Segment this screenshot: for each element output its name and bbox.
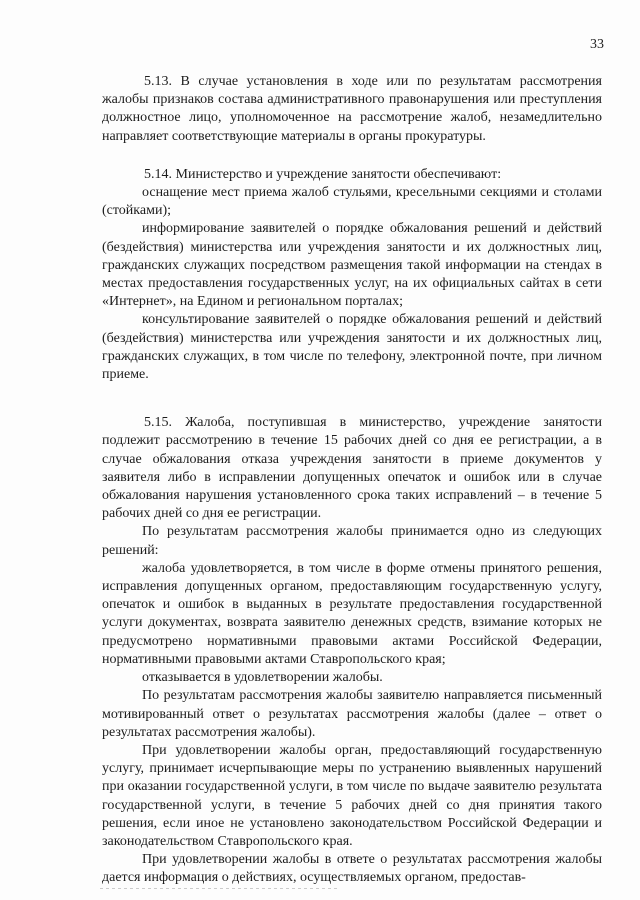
decisions-list — [102, 560, 602, 687]
list-item: жалоба удовлетворяется, в том числе в форме отмены принятого решения, исправления допущенных органом, предоставляющим государственную услугу, опечаток и ошибок в выданных в результате предоставления государственной услуги документах, возврата заявителю денежных средств, взимание которых не предусмотрено нормативными правовыми актами Российской Федерации, нормативными правовыми актами Ставропольского края; — [102, 560, 602, 667]
list-item: информирование заявителей о порядке обжалования решений и действий (бездействия) министерства или учреждения занятости и их должностных лиц, гражданских служащих посредством размещения такой информации на стендах в местах предоставления государственных услуг, на их официальных сайтах в сети «Интернет», на Едином и региональном порталах; — [102, 221, 602, 310]
scan-artifact-line — [100, 888, 340, 889]
page-number: 33 — [590, 37, 604, 52]
list-item: оснащение мест приема жалоб стульями, кресельными секциями и столами (стойками); — [102, 185, 602, 219]
paragraph: При удовлетворении жалобы орган, предоставляющий государственную услугу, принимает исчерпывающие меры по устранению выявленных нарушений при оказании государственной услуги, в том числе по выдаче заявителю результата государственной услуги, в течение 5 рабочих дней со дня принятия такого решения, если иное не установлено законодательством Российской Федерации и законодательством Ставропольского края. — [102, 742, 602, 849]
document-body — [102, 73, 602, 888]
paragraph: 5.13. В случае установления в ходе или по результатам рассмотрения жалобы признаков состава административного правонарушения или преступления должностное лицо, уполномоченное на рассмотрение жалоб, незамедлительно направляет соответствующие материалы в органы прокуратуры. — [102, 74, 602, 144]
list-item: отказывается в удовлетворении жалобы. — [142, 670, 383, 686]
section-5-14 — [102, 166, 602, 384]
list-item: консультирование заявителей о порядке обжалования решений и действий (бездействия) министерства или учреждения занятости и их должностных лиц, гражданских служащих, в том числе по телефону, электронной почте, при личном приеме. — [102, 312, 602, 383]
section-heading: 5.14. Министерство и учреждение занятости обеспечивают: — [144, 166, 502, 182]
paragraph: 5.15. Жалоба, поступившая в министерство, учреждение занятости подлежит рассмотрению в течение 15 рабочих дней со дня ее регистрации, а в случае обжалования отказа учреждения занятости в приеме документов у заявителя либо в исправлении допущенных опечаток и ошибок или в случае обжалования нарушения установленного срока таких исправлений – в течение 5 рабочих дней со дня ее регистрации. — [102, 415, 602, 522]
section-5-15 — [102, 414, 602, 887]
paragraph: При удовлетворении жалобы в ответе о результатах рассмотрения жалобы дается информация о действиях, осуществляемых органом, предостав- — [102, 852, 602, 886]
paragraph: По результатам рассмотрения жалобы заявителю направляется письменный мотивированный ответ о результатах рассмотрения жалобы (далее – ответ о результатах рассмотрения жалобы). — [102, 688, 602, 740]
obligations-list — [102, 184, 602, 384]
paragraph: По результатам рассмотрения жалобы принимается одно из следующих решений: — [102, 524, 602, 558]
section-5-13 — [102, 73, 602, 146]
